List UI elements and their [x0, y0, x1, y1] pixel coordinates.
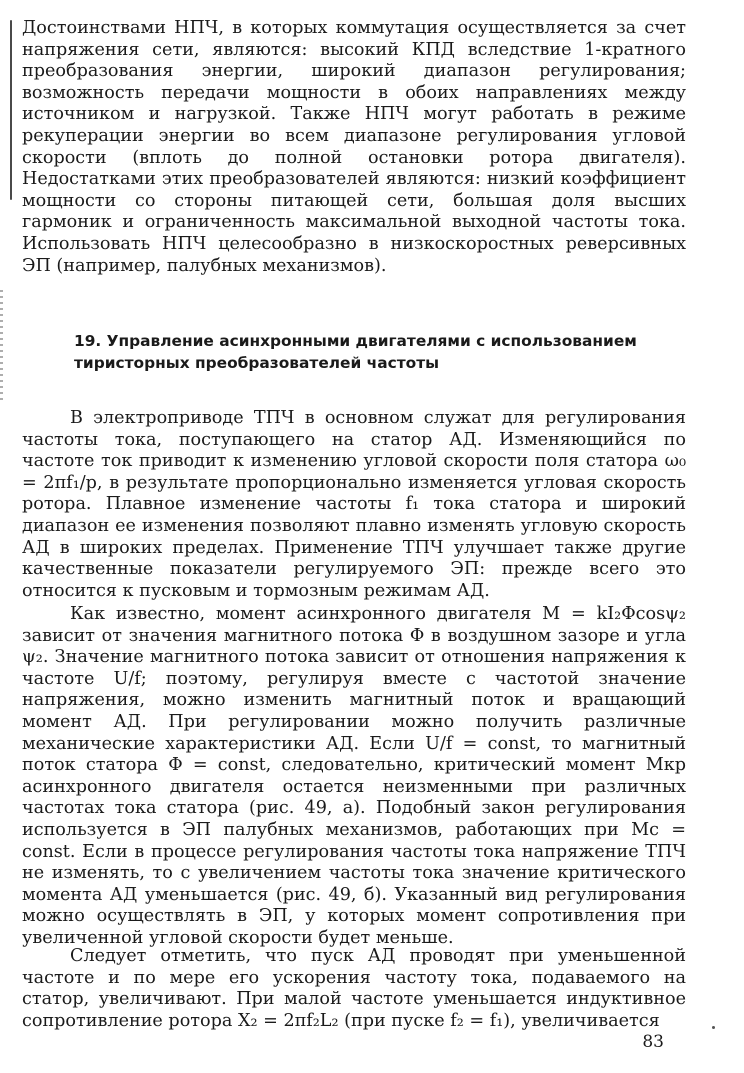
paragraph-advantages-npch: Достоинствами НПЧ, в которых коммутация осуществляется за счет напряжения сети, являются: высокий КПД вследствие 1-кратного преобразования энергии, широкий диапазон регулирования; возможность передачи мощности в обоих направлениях между источником и нагрузкой. Также НПЧ могут работать в режиме рекуперации энергии во всем диапазоне регулирования угловой скорости (вплоть до полной остановки ротора двигателя). Недостатками этих преобразователей являются: низкий коэффициент мощности со стороны питающей сети, большая доля высших гармоник и ограниченность максимальной выходной частоты тока. Использовать НПЧ целесообразно в низкоскоростных реверсивных ЭП (например, палубных механизмов).: [22, 18, 686, 276]
margin-scan-artifact: [0, 290, 3, 400]
paragraph-motor-torque: Как известно, момент асинхронного двигателя M = kI₂Φcosψ₂ зависит от значения магнитного потока Φ в воздушном зазоре и угла ψ₂. Значение магнитного потока зависит от отношения напряжения к частоте U/f; поэтому, регулируя вместе с частотой значение напряжения, можно изменить магнитный поток и вращающий момент АД. При регулировании можно получить различные механические характеристики АД. Если U/f = const, то магнитный поток статора Φ = const, следовательно, критический момент Mкр асинхронного двигателя остается неизменными при различных частотах тока статора (рис. 49, а). Подобный закон регулирования используется в ЭП палубных механизмов, работающих при Mс = const. Если в процессе регулирования частоты тока напряжение ТПЧ не изменять, то с увеличением частоты тока значение критического момента АД уменьшается (рис. 49, б). Указанный вид регулирования можно осуществлять в ЭП, у которых момент сопротивления при увеличенной угловой скорости будет меньше.: [22, 604, 686, 948]
paragraph-motor-start: Следует отметить, что пуск АД проводят при уменьшенной частоте и по мере его ускорения частоту тока, подаваемого на статор, увеличивают. При малой частоте уменьшается индуктивное сопротивление ротора X₂ = 2πf₂L₂ (при пуске f₂ = f₁), увеличивается: [22, 946, 686, 1031]
section-heading: 19. Управление асинхронными двигателями с использованием тиристорных преобразователей частоты: [74, 332, 637, 372]
margin-mark: [10, 20, 12, 200]
scan-speck: [712, 1026, 715, 1029]
paragraph-tpch-frequency: В электроприводе ТПЧ в основном служат для регулирования частоты тока, поступающего на статор АД. Изменяющийся по частоте ток приводит к изменению угловой скорости поля статора ω₀ = 2πf₁/p, в результате пропорционально изменяется угловая скорость ротора. Плавное изменение частоты f₁ тока статора и широкий диапазон ее изменения позволяют плавно изменять угловую скорость АД в широких пределах. Применение ТПЧ улучшает также другие качественные показатели регулируемого ЭП: прежде всего это относится к пусковым и тормозным режимам АД.: [22, 408, 686, 601]
page-number: 83: [642, 1032, 664, 1052]
